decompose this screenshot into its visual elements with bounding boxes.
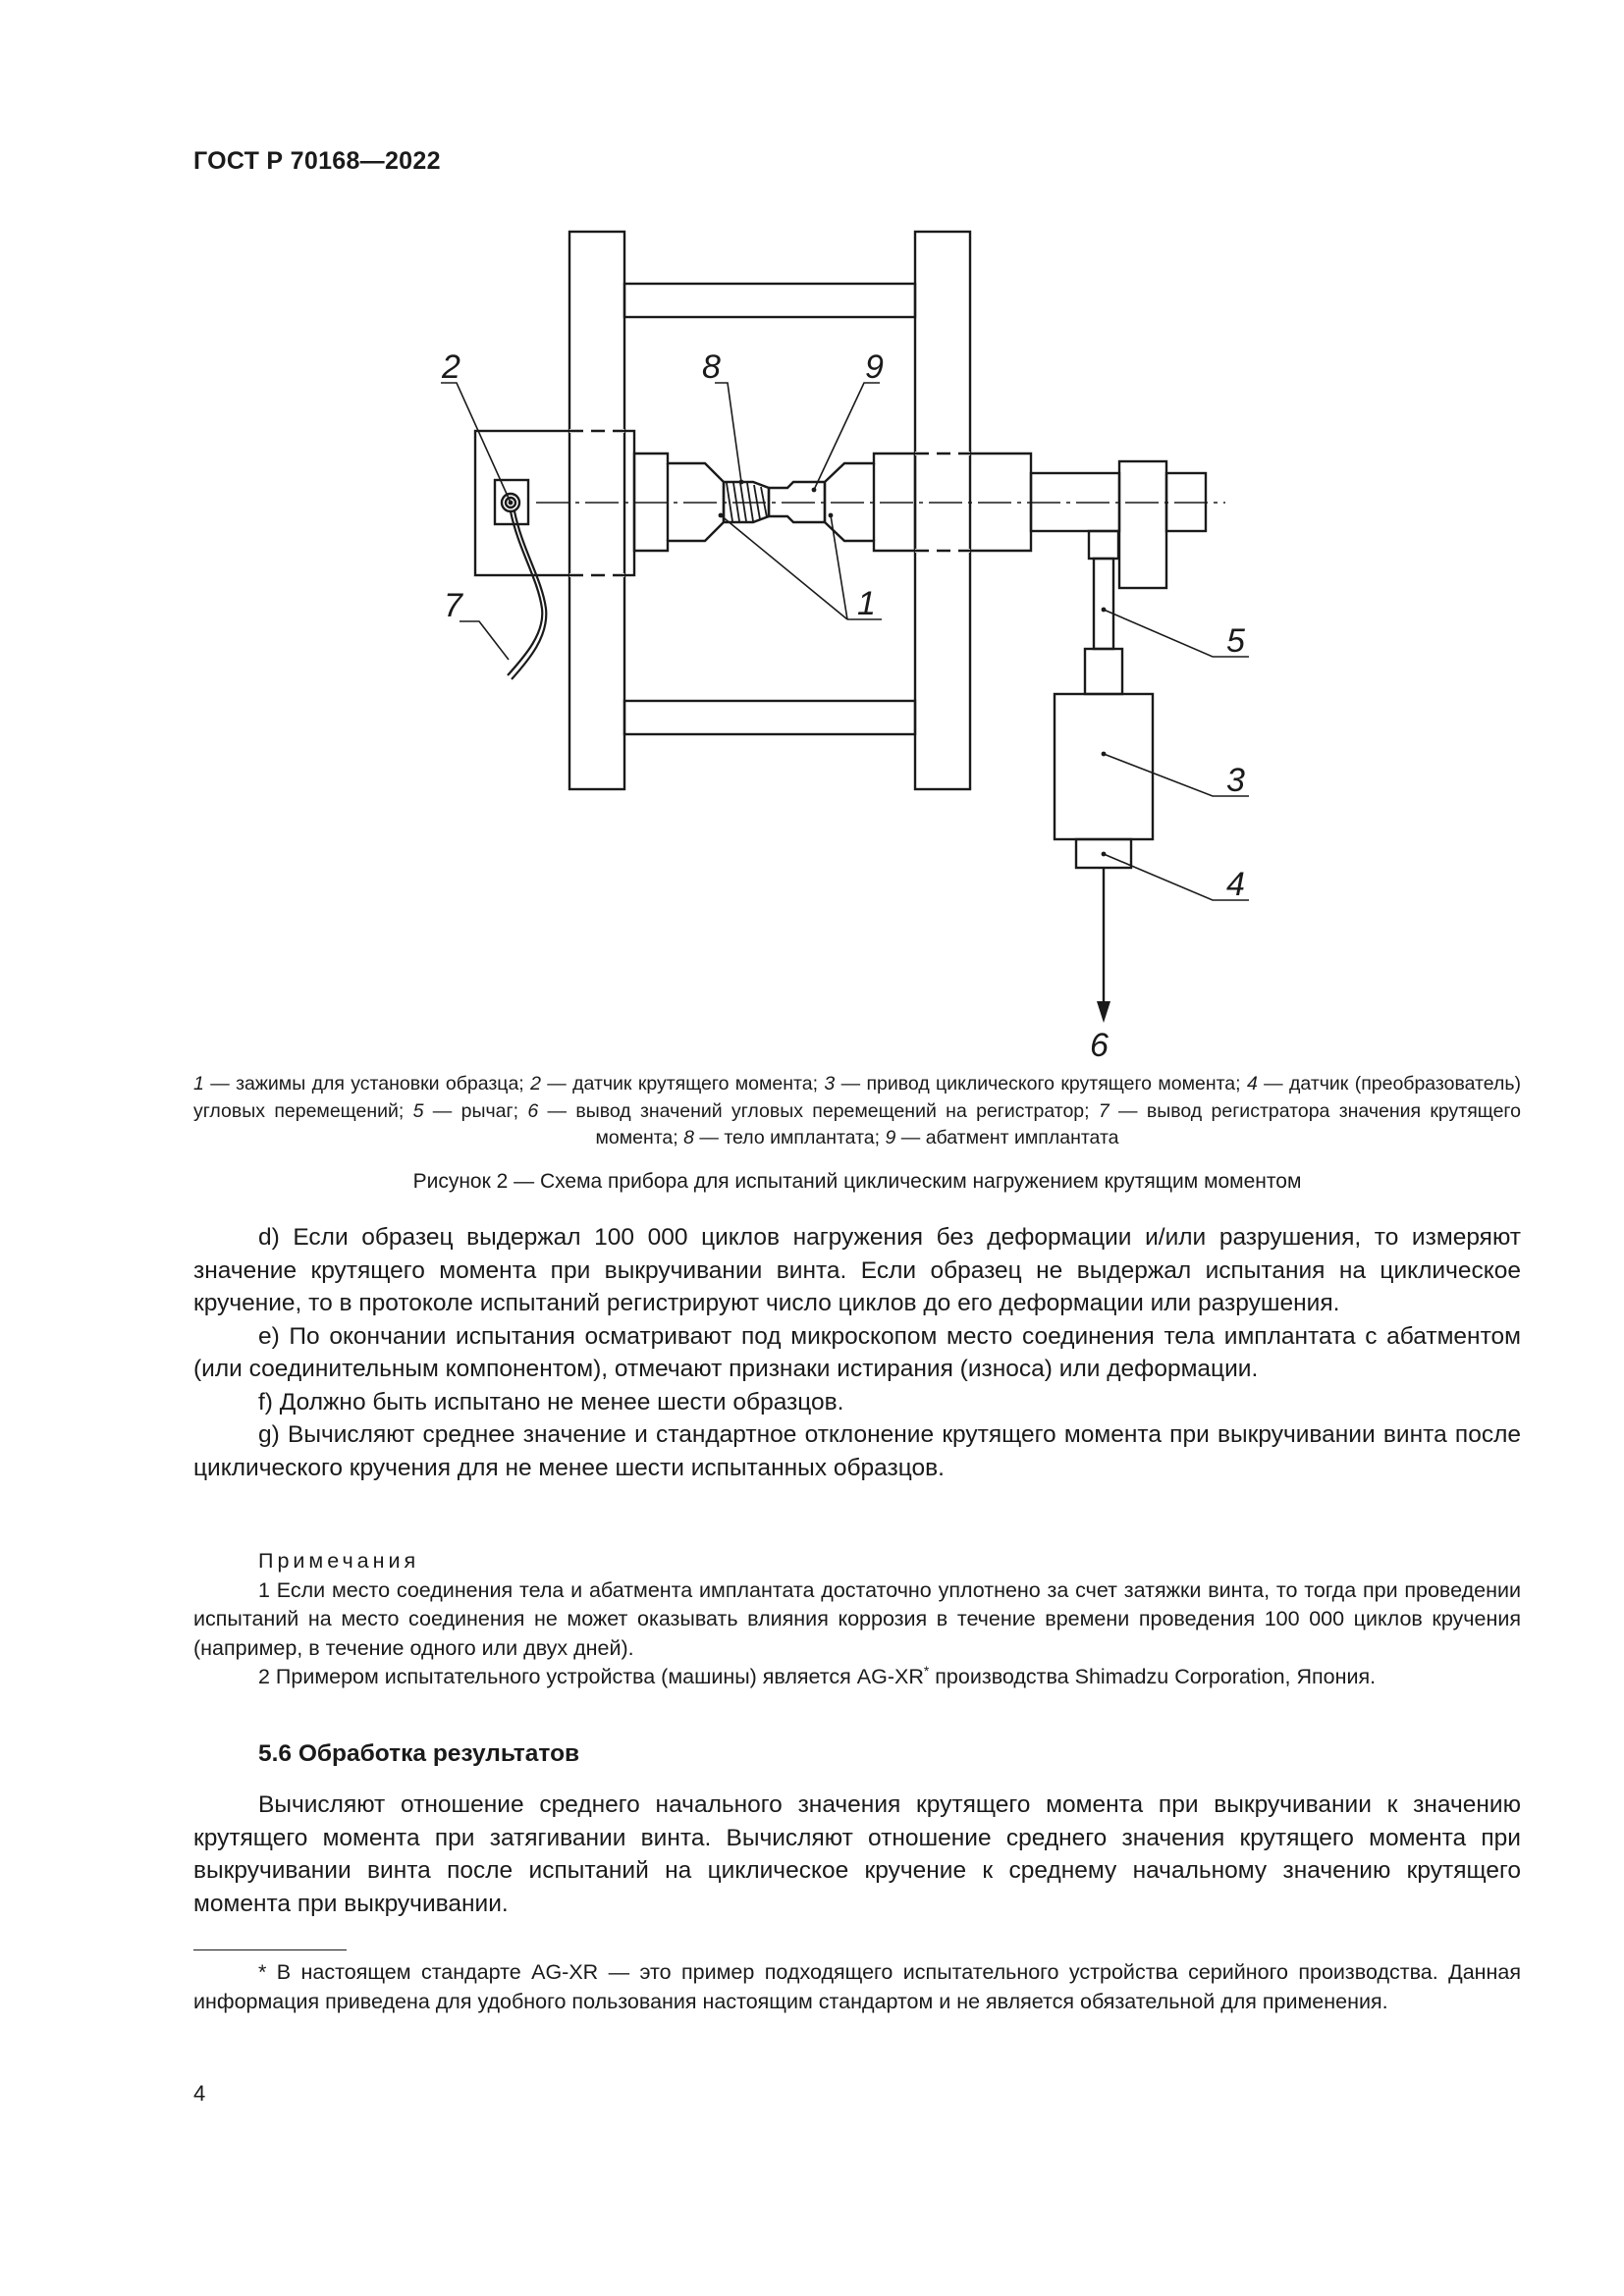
output-arrow-head xyxy=(1097,1001,1110,1023)
callout-7: 7 xyxy=(444,587,462,624)
figure-caption: Рисунок 2 — Схема прибора для испытаний циклическим нагружением крутящим моментом xyxy=(412,1170,1302,1193)
note-1: 1 Если место соединения тела и абатмента имплантата достаточно уплотнено за счет затяжки винта, то тогда при проведении испытаний на место соединения не может оказывать влияния коррозия в течение времени проведения 100 000 циклов кручения (например, в течение одного или двух дней). xyxy=(193,1577,1521,1660)
legend-item-6: 6 — вывод значений угловых перемещений на регистратор xyxy=(527,1099,1085,1122)
torque-test-apparatus-diagram xyxy=(0,0,1624,1070)
note-2: 2 Примером испытательного устройства (машины) является AG-XR* производства Shimadzu Corporation, Япония. xyxy=(258,1662,1377,1688)
frame-right-post xyxy=(915,232,970,789)
callout-6: 6 xyxy=(1090,1027,1109,1064)
frame-top-bar xyxy=(624,284,915,317)
frame-left-post xyxy=(569,232,624,789)
legend-item-5: 5 — рычаг xyxy=(412,1099,514,1122)
legend-item-9: 9 — абатмент имплантата xyxy=(885,1127,1119,1148)
footnote xyxy=(193,1958,1521,2016)
paragraph-e: e) По окончании испытания осматривают под микроскопом место соединения тела имплантата с абатментом (или соединительным компонентом), отмечают признаки истирания (износа) или деформации. xyxy=(193,1322,1521,1382)
paragraph-g: g) Вычисляют среднее значение и стандартное отклонение крутящего момента при выкручивании винта после циклического кручения для не менее шести испытанных образцов. xyxy=(193,1421,1521,1481)
legend-item-2: 2 — датчик крутящего момента xyxy=(530,1073,813,1095)
figure-legend: 1 — зажимы для установки образца; 2 — датчик крутящего момента; 3 — привод циклического крутящего момента; 4 — датчик (преобразователь) угловых перемещений; 5 — рычаг; 6 — вывод значений угловых перемещений на регистратор; 7 — вывод регистратора значения крутящего момента; 8 — тело имплантата; 9 — абатмент имплантата xyxy=(193,1073,1521,1148)
footnote-text: * В настоящем стандарте AG-XR — это пример подходящего испытательного устройства серийного производства. Данная информация приведена для удобного пользования настоящим стандартом и не является обязательной для применения. xyxy=(193,1960,1521,2013)
legend-item-4: 4 — датчик (преобразователь) угловых перемещений xyxy=(193,1073,1521,1122)
section-heading: 5.6 Обработка результатов xyxy=(258,1740,580,1767)
paragraph-f: f) Должно быть испытано не менее шести образцов. xyxy=(258,1388,844,1415)
lever-top-block xyxy=(1089,531,1118,559)
lever-rod xyxy=(1094,559,1113,649)
legend-item-8: 8 — тело имплантата xyxy=(683,1127,875,1148)
callout-4: 4 xyxy=(1226,866,1245,903)
callout-9: 9 xyxy=(865,348,884,386)
test-procedure-paragraphs xyxy=(193,1221,1521,1484)
notes-heading: Примечания xyxy=(258,1549,420,1573)
callout-3: 3 xyxy=(1226,762,1245,799)
section-paragraph: Вычисляют отношение среднего начального значения крутящего момента при выкручивании к значению крутящего момента при затягивании винта. Вычисляют отношение среднего значения крутящего момента при выкручивании винта после испытаний на циклическое кручение к среднему начальному значению крутящего момента при выкручивании. xyxy=(193,1791,1521,1917)
callout-8: 8 xyxy=(702,348,721,386)
callout-5: 5 xyxy=(1226,622,1245,660)
paragraph-d: d) Если образец выдержал 100 000 циклов нагружения без деформации и/или разрушения, то измеряют значение крутящего момента при выкручивании винта. Если образец не выдержал испытания на циклическое кручение, то в протоколе испытаний регистрируют число циклов до его деформации или разрушения. xyxy=(193,1224,1521,1316)
notes-block xyxy=(193,1547,1521,1692)
footnote-marker: * xyxy=(923,1662,930,1679)
callout-1: 1 xyxy=(857,585,876,622)
page-number: 4 xyxy=(193,2081,206,2106)
frame-bottom-bar xyxy=(624,701,915,734)
document-header: ГОСТ Р 70168—2022 xyxy=(193,147,441,175)
lever-bottom-block xyxy=(1085,649,1122,694)
legend-item-7: 7 — вывод регистратора значения крутящего момента xyxy=(595,1099,1521,1148)
section-body xyxy=(193,1789,1521,1920)
sensor-cable xyxy=(508,511,542,675)
callout-2: 2 xyxy=(442,348,460,386)
legend-item-1: 1 — зажимы для установки образца xyxy=(193,1073,519,1095)
shaft-collar xyxy=(1119,461,1166,588)
legend-item-3: 3 — привод циклического крутящего момента xyxy=(824,1073,1236,1095)
footnote-rule xyxy=(193,1949,347,1950)
